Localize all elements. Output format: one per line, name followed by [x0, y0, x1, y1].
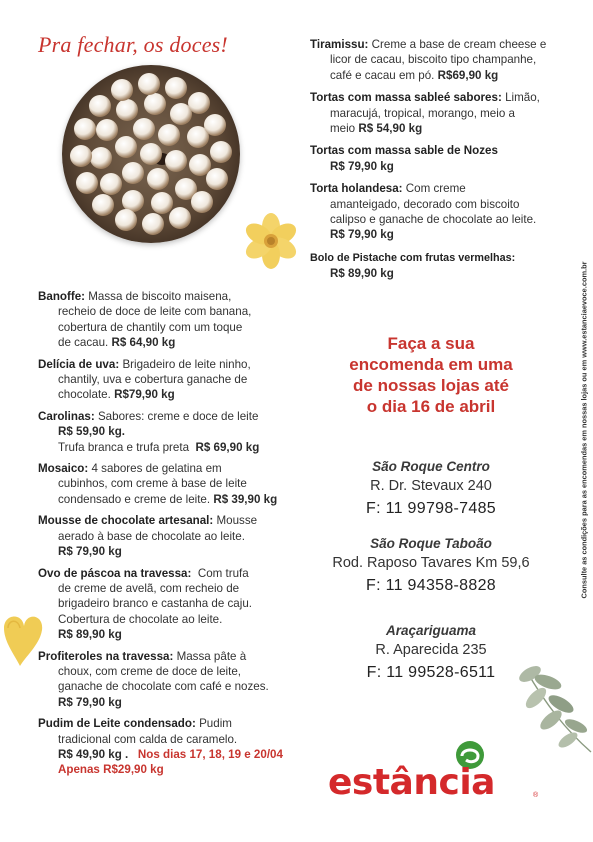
meringue-dollop — [115, 136, 137, 158]
meringue-dollop — [111, 79, 133, 101]
meringue-dollop — [74, 118, 96, 140]
promo-price: Apenas R$29,90 kg — [58, 763, 164, 777]
meringue-dollop — [165, 77, 187, 99]
meringue-dollop — [206, 168, 228, 190]
menu-item-tiramissu: Tiramissu: Creme a base de cream cheese e licor de cacau, biscoito tipo champanhe, café e cacau em pó. R$69,90 kg — [310, 38, 547, 82]
flower-icon — [242, 212, 300, 270]
store-sao-roque-centro: São Roque Centro R. Dr. Stevaux 240 F: 11 99798-7485 — [366, 459, 496, 517]
meringue-dollop — [76, 172, 98, 194]
meringue-dollop — [89, 95, 111, 117]
menu-item-banoffe: Banoffe: Massa de biscoito maisena, recheio de doce de leite com banana, cobertura de chantily com um toque de cacau. R$ 64,90 kg — [38, 290, 252, 350]
side-note: Consulte as condições para as encomendas em nossas lojas ou em www.estanciaevoce.com.br — [579, 261, 589, 599]
meringue-dollop — [92, 194, 114, 216]
meringue-dollop — [133, 118, 155, 140]
meringue-dollop — [144, 93, 166, 115]
meringue-dollop — [142, 213, 164, 235]
meringue-dollop — [122, 162, 144, 184]
meringue-dollop — [210, 141, 232, 163]
page-title: Pra fechar, os doces! — [38, 32, 228, 57]
menu-item-mosaico: Mosaico: 4 sabores de gelatina em cubinhos, com creme à base de leite condensado e creme de leite. R$ 39,90 kg — [38, 462, 278, 506]
menu-item-tortas-sablee: Tortas com massa sableé sabores: Limão, maracujá, tropical, morango, meio a meio R$ 54,90 kg — [310, 91, 540, 136]
meringue-dollop — [116, 99, 138, 121]
store-sao-roque-taboao: São Roque Taboão Rod. Raposo Tavares Km 59,6 F: 11 94358-8828 — [332, 536, 530, 594]
menu-item-delicia-de-uva: Delícia de uva: Brigadeiro de leite ninho, chantily, uva e cobertura ganache de chocolate. R$79,90 kg — [38, 357, 251, 402]
menu-item-ovo-de-pascoa: Ovo de páscoa na travessa: Com trufa de creme de avelã, com recheio de brigadeiro branco e castanha de caju. Cobertura de chocolate ao leite. R$ 89,90 kg — [38, 566, 253, 642]
promo-dates: Nos dias 17, 18, 19 e 20/04 — [137, 747, 283, 761]
meringue-dollop — [138, 73, 160, 95]
meringue-dollop — [158, 124, 180, 146]
meringue-dollop — [191, 191, 213, 213]
meringue-dollop — [100, 173, 122, 195]
meringue-dollop — [151, 192, 173, 214]
menu-item-carolinas: Carolinas: Sabores: creme e doce de leite R$ 59,90 kg. Trufa branca e trufa preta R$ 69,90 kg — [38, 409, 260, 454]
menu-item-tortas-nozes: Tortas com massa sable de Nozes R$ 79,90 kg — [310, 144, 498, 173]
meringue-dollop — [147, 168, 169, 190]
meringue-dollop — [165, 150, 187, 172]
meringue-dollop — [188, 92, 210, 114]
menu-item-mousse-de-chocolate: Mousse de chocolate artesanal: Mousse aerado à base de chocolate ao leite. R$ 79,90 kg — [38, 514, 258, 559]
store-aracariguama: Araçariguama R. Aparecida 235 F: 11 99528-6511 — [366, 623, 496, 681]
meringue-dollop — [204, 114, 226, 136]
left-menu-column — [38, 289, 300, 784]
menu-item-bolo-pistache: Bolo de Pistache com frutas vermelhas: R$ 89,90 kg — [310, 251, 516, 281]
menu-item-profiteroles: Profiteroles na travessa: Massa pâte à choux, com creme de doce de leite, ganache de chocolate com café e nozes. R$ 79,90 kg — [38, 649, 269, 709]
menu-item-torta-holandesa: Torta holandesa: Com creme amanteigado, decorado com biscoito calipso e ganache de chocolate ao leite. R$ 79,90 kg — [310, 182, 537, 242]
brand-name: estância — [328, 762, 495, 803]
registered-mark: ® — [533, 792, 539, 799]
meringue-dollop — [115, 209, 137, 231]
meringue-dollop — [169, 207, 191, 229]
tart-photo — [62, 65, 240, 243]
right-menu-column — [310, 37, 562, 289]
menu-item-pudim: Pudim de Leite condensado: Pudim tradicional com calda de caramelo. R$ 49,90 kg . Nos dias 17, 18, 19 e 20/04 Apenas R$29,90 kg — [38, 716, 300, 778]
order-deadline-callout: Faça a sua encomenda em uma de nossas lojas até o dia 16 de abril — [349, 334, 513, 416]
meringue-dollop — [96, 119, 118, 141]
brand-logo — [328, 740, 543, 810]
meringue-dollop — [70, 145, 92, 167]
meringue-dollop — [90, 147, 112, 169]
meringue-dollop — [140, 143, 162, 165]
